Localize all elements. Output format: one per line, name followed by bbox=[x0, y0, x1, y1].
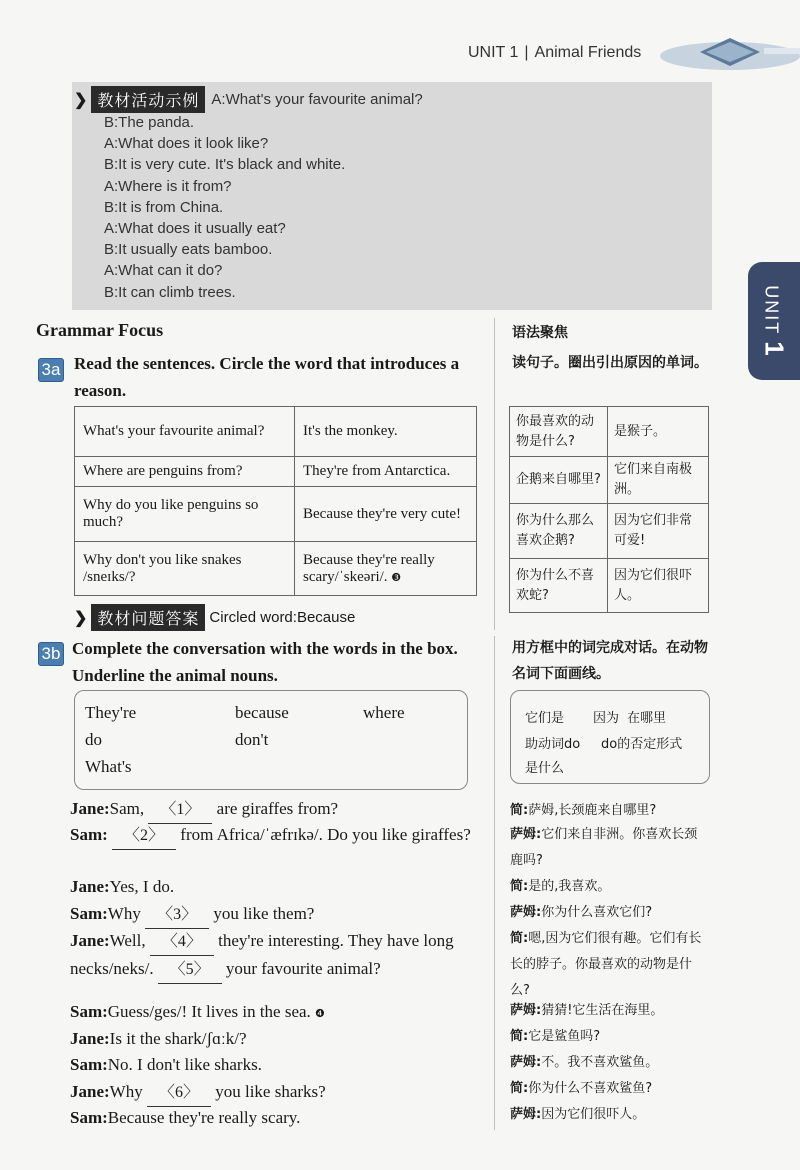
chevron-right-icon: ❯ bbox=[74, 609, 88, 627]
dialogue-line bbox=[70, 1105, 486, 1131]
dialogue-line bbox=[70, 928, 486, 984]
table-cell: What's your favourite animal? bbox=[75, 407, 295, 457]
speaker: Sam: bbox=[70, 1108, 108, 1127]
table-cell: They're from Antarctica. bbox=[295, 457, 477, 487]
word-box-item: They're bbox=[85, 703, 137, 722]
speaker: 简: bbox=[510, 879, 529, 894]
cn-word-item: 助动词do bbox=[525, 737, 581, 752]
table-cell: Why don't you like snakes /sneɪks/? bbox=[75, 542, 295, 596]
dialogue-line bbox=[70, 901, 486, 929]
word-box-item: because bbox=[235, 703, 289, 722]
example-line: B:It usually eats bamboo. bbox=[104, 241, 273, 259]
cn-word-item: 在哪里 bbox=[627, 711, 667, 726]
table-row bbox=[510, 457, 709, 504]
line-text: from Africa/ˈæfrɪkə/. Do you like giraffes? bbox=[176, 825, 471, 844]
line-text: 不。我不喜欢鲨鱼。 bbox=[541, 1055, 659, 1070]
table-row bbox=[510, 504, 709, 559]
line-text: you like sharks? bbox=[210, 1082, 326, 1101]
unit-title: Animal Friends bbox=[534, 44, 642, 61]
table-row bbox=[510, 407, 709, 457]
task-3a-cn-instruction: 读句子。圈出引出原因的单词。 bbox=[512, 355, 708, 371]
example-line: B:It is from China. bbox=[104, 198, 224, 216]
example-line: A:What does it look like? bbox=[104, 135, 269, 153]
cn-dialogue-line bbox=[510, 1024, 710, 1050]
speaker: 萨姆: bbox=[510, 827, 542, 842]
table-row bbox=[75, 407, 477, 457]
task-3b-instruction: Complete the conversation with the words in the box. Underline the animal nouns. bbox=[72, 639, 458, 685]
book-decoration-icon bbox=[660, 30, 800, 72]
speaker: 简: bbox=[510, 1029, 529, 1044]
cn-dialogue-line bbox=[510, 874, 710, 900]
speaker: Sam: bbox=[70, 825, 108, 844]
word-box-item: where bbox=[363, 703, 405, 722]
cn-dialogue-line bbox=[510, 926, 710, 1004]
example-line: B:The panda. bbox=[104, 114, 195, 131]
table-row bbox=[75, 542, 477, 596]
answer-text: Circled word:Because bbox=[209, 609, 356, 626]
note-marker: ❸ bbox=[391, 571, 402, 584]
word-box-item: don't bbox=[235, 730, 269, 749]
line-text: they're interesting. They have long necks/neks/. bbox=[70, 931, 454, 978]
task-3a-instruction: Read the sentences. Circle the word that introduces a reason. bbox=[74, 354, 460, 400]
line-text: Yes, I do. bbox=[109, 877, 175, 896]
cn-word-item: do的否定形式 bbox=[601, 737, 683, 752]
line-text: Guess/ges/! It lives in the sea. bbox=[107, 1002, 311, 1021]
line-text: 因为它们很吓人。 bbox=[541, 1107, 646, 1122]
example-line: B:It is very cute. It's black and white. bbox=[104, 156, 346, 174]
speaker: 简: bbox=[510, 803, 529, 818]
speaker: 简: bbox=[510, 931, 529, 946]
answer-blank[interactable]: 〈6〉 bbox=[147, 1080, 211, 1107]
table-row bbox=[75, 487, 477, 542]
line-text: Why bbox=[107, 904, 146, 923]
line-text: Well, bbox=[109, 931, 150, 950]
table-cell: 你最喜欢的动物是什么? bbox=[510, 407, 608, 457]
line-text: 你为什么喜欢它们? bbox=[541, 905, 653, 920]
dialogue-line bbox=[70, 999, 486, 1027]
dialogue-line bbox=[70, 822, 486, 850]
speaker: 简: bbox=[510, 1081, 529, 1096]
table-cell: 是猴子。 bbox=[608, 407, 709, 457]
table-cell: It's the monkey. bbox=[295, 407, 477, 457]
cn-dialogue-line bbox=[510, 798, 710, 824]
table-cell: 因为它们很吓人。 bbox=[608, 559, 709, 613]
line-text: Why bbox=[109, 1082, 147, 1101]
speaker: 萨姆: bbox=[510, 1055, 542, 1070]
answer-tag: 教材问题答案 bbox=[91, 604, 205, 631]
line-text: 它们来自非洲。你喜欢长颈鹿吗? bbox=[510, 827, 698, 868]
cn-dialogue-line bbox=[510, 1076, 710, 1102]
line-text: Because they're really scary. bbox=[107, 1108, 301, 1127]
task-3a-table bbox=[74, 406, 477, 596]
line-text: your favourite animal? bbox=[221, 959, 381, 978]
speaker: Jane: bbox=[70, 1029, 110, 1048]
dialogue-line bbox=[70, 1026, 486, 1052]
line-text: 嗯,因为它们很有趣。它们有长长的脖子。你最喜欢的动物是什么? bbox=[510, 931, 702, 998]
line-text: 是的,我喜欢。 bbox=[528, 879, 611, 894]
line-text: 你为什么不喜欢鲨鱼? bbox=[528, 1081, 653, 1096]
answer-blank[interactable]: 〈5〉 bbox=[158, 957, 222, 984]
task-3a-answer bbox=[74, 604, 355, 631]
answer-blank[interactable]: 〈2〉 bbox=[112, 823, 176, 850]
dialogue-line bbox=[70, 796, 486, 824]
cn-word-box bbox=[510, 690, 710, 784]
unit-label: UNIT 1 bbox=[468, 44, 519, 61]
word-box-item: What's bbox=[85, 757, 132, 776]
cn-dialogue-line bbox=[510, 822, 710, 874]
line-text: 猜猜!它生活在海里。 bbox=[541, 1003, 664, 1018]
word-box bbox=[74, 690, 468, 790]
speaker: 萨姆: bbox=[510, 1107, 542, 1122]
line-text: Is it the shark/ʃɑːk/? bbox=[109, 1029, 247, 1048]
example-header bbox=[74, 86, 423, 113]
line-text: 它是鲨鱼吗? bbox=[528, 1029, 601, 1044]
chevron-right-icon: ❯ bbox=[74, 91, 88, 109]
table-cell: 企鹅来自哪里? bbox=[510, 457, 608, 504]
line-text: Sam, bbox=[109, 799, 149, 818]
dialogue-line bbox=[70, 1079, 486, 1107]
speaker: Sam: bbox=[70, 904, 108, 923]
dialogue-line bbox=[70, 874, 486, 900]
example-tag: 教材活动示例 bbox=[91, 86, 205, 113]
table-cell: 你为什么不喜欢蛇? bbox=[510, 559, 608, 613]
answer-blank[interactable]: 〈1〉 bbox=[148, 797, 212, 824]
table-cell: Where are penguins from? bbox=[75, 457, 295, 487]
column-divider bbox=[494, 318, 495, 630]
answer-blank[interactable]: 〈4〉 bbox=[150, 929, 214, 956]
cn-dialogue-line bbox=[510, 1102, 710, 1128]
cn-word-item: 因为 bbox=[593, 711, 620, 726]
table-row bbox=[510, 559, 709, 613]
answer-blank[interactable]: 〈3〉 bbox=[145, 902, 209, 929]
example-lines bbox=[104, 112, 345, 303]
speaker: Sam: bbox=[70, 1002, 108, 1021]
dialogue-line bbox=[70, 1052, 486, 1078]
line-text: No. I don't like sharks. bbox=[107, 1055, 262, 1074]
table-cell: 你为什么那么喜欢企鹅? bbox=[510, 504, 608, 559]
speaker: Jane: bbox=[70, 931, 110, 950]
task-3b-badge: 3b bbox=[38, 642, 64, 666]
task-3b-cn-instruction: 用方框中的词完成对话。在动物名词下面画线。 bbox=[512, 640, 708, 682]
table-cell bbox=[295, 542, 477, 596]
page-header: UNIT 1 | Animal Friends bbox=[468, 44, 642, 61]
unit-tab-number: 1 bbox=[759, 340, 790, 358]
speaker: 萨姆: bbox=[510, 1003, 542, 1018]
column-divider bbox=[494, 636, 495, 1130]
example-line: A:Where is it from? bbox=[104, 177, 232, 195]
line-text: 萨姆,长颈鹿来自哪里? bbox=[528, 803, 657, 818]
note-marker: ❹ bbox=[315, 1008, 325, 1020]
table-cell: 因为它们非常可爱! bbox=[608, 504, 709, 559]
task-3a-badge: 3a bbox=[38, 358, 64, 382]
table-cell: Why do you like penguins so much? bbox=[75, 487, 295, 542]
speaker: Jane: bbox=[70, 799, 110, 818]
table-cell: 它们来自南极洲。 bbox=[608, 457, 709, 504]
cn-dialogue-line bbox=[510, 1050, 710, 1076]
task-3a-cn-table bbox=[509, 406, 709, 613]
example-line: A:What can it do? bbox=[104, 262, 223, 280]
word-box-item: do bbox=[85, 730, 102, 749]
cn-dialogue-line bbox=[510, 998, 710, 1024]
line-text: you like them? bbox=[209, 904, 315, 923]
example-first-line: A:What's your favourite animal? bbox=[211, 91, 423, 108]
line-text: are giraffes from? bbox=[212, 799, 339, 818]
cn-dialogue-line bbox=[510, 900, 710, 926]
speaker: Sam: bbox=[70, 1055, 108, 1074]
grammar-focus-title: Grammar Focus bbox=[36, 320, 164, 340]
speaker: 萨姆: bbox=[510, 905, 542, 920]
unit-side-tab bbox=[748, 262, 800, 380]
example-line: B:It can climb trees. bbox=[104, 283, 236, 301]
table-cell-text: Because they're really scary/ˈskeəri/. bbox=[303, 551, 435, 585]
table-row bbox=[75, 457, 477, 487]
cn-word-item: 它们是 bbox=[525, 711, 565, 726]
grammar-focus-cn-title: 语法聚焦 bbox=[512, 325, 568, 341]
cn-word-item: 是什么 bbox=[525, 761, 565, 776]
unit-tab-label: UNIT bbox=[761, 284, 782, 335]
speaker: Jane: bbox=[70, 1082, 110, 1101]
speaker: Jane: bbox=[70, 877, 110, 896]
table-cell: Because they're very cute! bbox=[295, 487, 477, 542]
example-line: A:What does it usually eat? bbox=[104, 219, 286, 237]
